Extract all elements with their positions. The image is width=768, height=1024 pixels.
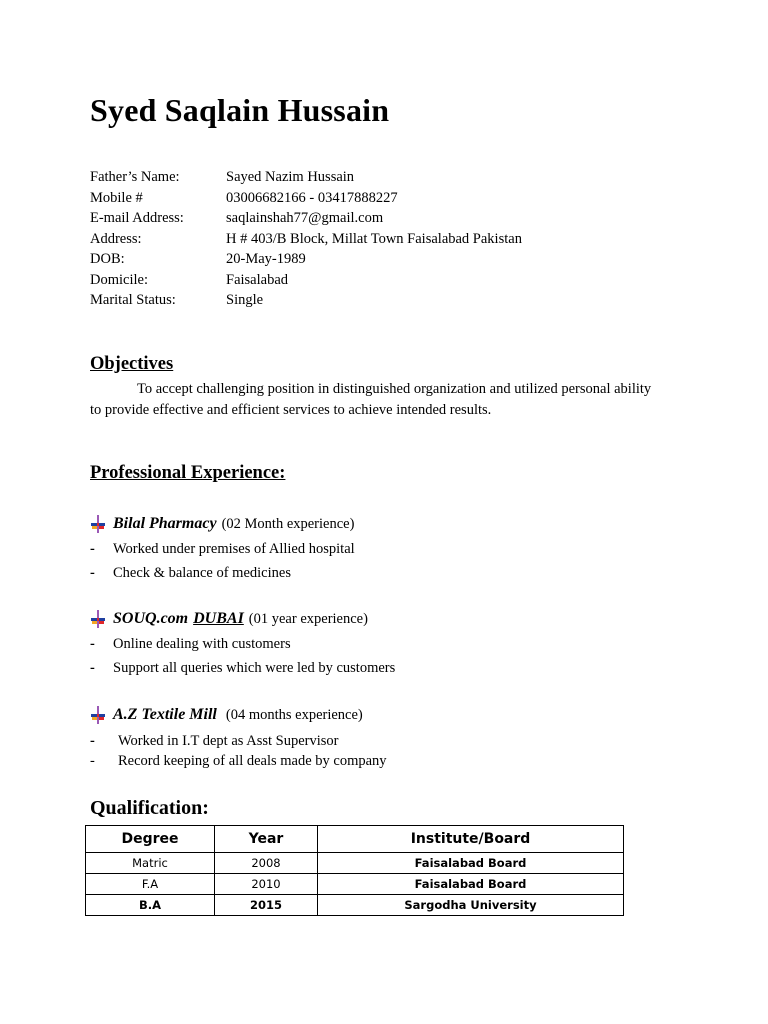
dash-bullet: - [90, 733, 95, 749]
info-label: Address: [90, 230, 142, 247]
job-duration: (02 Month experience) [221, 515, 355, 532]
multicolor-cross-bullet-icon [88, 705, 108, 725]
info-label: Domicile: [90, 271, 148, 288]
duty-item [90, 563, 291, 583]
job-title [88, 609, 368, 629]
info-value: saqlainshah77@gmail.com [226, 210, 384, 226]
duty-item [90, 634, 291, 654]
table-cell: Faisalabad Board [318, 874, 624, 895]
table-cell: Faisalabad Board [318, 853, 624, 874]
table-cell: 2010 [215, 874, 318, 895]
table-cell: Sargodha University [318, 895, 624, 916]
company-location: DUBAI [193, 610, 244, 627]
objectives-line: To accept challenging position in distinguished organization and utilized personal ability [137, 381, 652, 397]
duty-text: Support all queries which were led by customers [113, 660, 396, 676]
personal-info [90, 167, 522, 311]
info-value: Single [226, 292, 264, 308]
dash-bullet: - [90, 636, 95, 652]
company-name: Bilal Pharmacy [113, 515, 217, 532]
dash-bullet: - [90, 753, 95, 769]
objectives-line: to provide effective and efficient services to achieve intended results. [90, 402, 492, 418]
info-row-fathers-name [90, 167, 522, 188]
info-row-email [90, 208, 522, 229]
table-row [86, 895, 624, 916]
info-value: 20-May-1989 [226, 251, 306, 267]
duty-item [90, 731, 338, 751]
duty-text: Worked under premises of Allied hospital [113, 541, 355, 557]
duty-text: Worked in I.T dept as Asst Supervisor [118, 733, 339, 749]
info-value: Sayed Nazim Hussain [226, 169, 355, 185]
table-row [86, 853, 624, 874]
objectives-heading: Objectives [90, 354, 174, 374]
duty-text: Check & balance of medicines [113, 565, 291, 581]
dash-bullet: - [90, 565, 95, 581]
table-row [86, 874, 624, 895]
info-label: Father’s Name: [90, 169, 180, 185]
dash-bullet: - [90, 660, 95, 676]
info-row-mobile [90, 188, 522, 209]
dash-bullet: - [90, 541, 95, 557]
info-row-address [90, 229, 522, 250]
info-row-domicile [90, 270, 522, 291]
table-cell: 2015 [215, 895, 318, 916]
table-cell: F.A [86, 874, 215, 895]
column-header-year: Year [215, 826, 318, 853]
job-title [88, 514, 354, 534]
info-label: E-mail Address: [90, 210, 184, 226]
info-value: 03006682166 - 03417888227 [226, 189, 398, 206]
multicolor-cross-bullet-icon [88, 609, 108, 629]
info-label: Mobile # [90, 189, 143, 206]
candidate-name: Syed Saqlain Hussain [90, 92, 390, 128]
info-value: H # 403/B Block, Millat Town Faisalabad Pakistan [226, 230, 522, 247]
duty-item [90, 539, 355, 559]
duty-item [90, 658, 395, 678]
info-value: Faisalabad [226, 271, 289, 288]
company-name: SOUQ.com [113, 610, 189, 627]
info-label: Marital Status: [90, 292, 176, 308]
duty-item [90, 751, 387, 771]
job-duration: (01 year experience) [248, 610, 368, 627]
experience-heading: Professional Experience: [90, 463, 286, 483]
table-header-row [86, 826, 624, 853]
column-header-institute: Institute/Board [318, 826, 624, 853]
multicolor-cross-bullet-icon [88, 514, 108, 534]
company-name: A.Z Textile Mill [113, 706, 217, 723]
qualification-table [85, 825, 624, 916]
job-title [88, 705, 363, 725]
info-row-dob [90, 249, 522, 270]
table-cell: B.A [86, 895, 215, 916]
job-duration: (04 months experience) [225, 706, 363, 723]
objectives-text [90, 379, 690, 421]
table-cell: 2008 [215, 853, 318, 874]
table-cell: Matric [86, 853, 215, 874]
info-row-marital-status [90, 290, 522, 311]
info-label: DOB: [90, 251, 125, 267]
qualification-heading: Qualification: [90, 797, 209, 819]
duty-text: Record keeping of all deals made by company [118, 753, 387, 769]
column-header-degree: Degree [86, 826, 215, 853]
duty-text: Online dealing with customers [113, 636, 291, 652]
